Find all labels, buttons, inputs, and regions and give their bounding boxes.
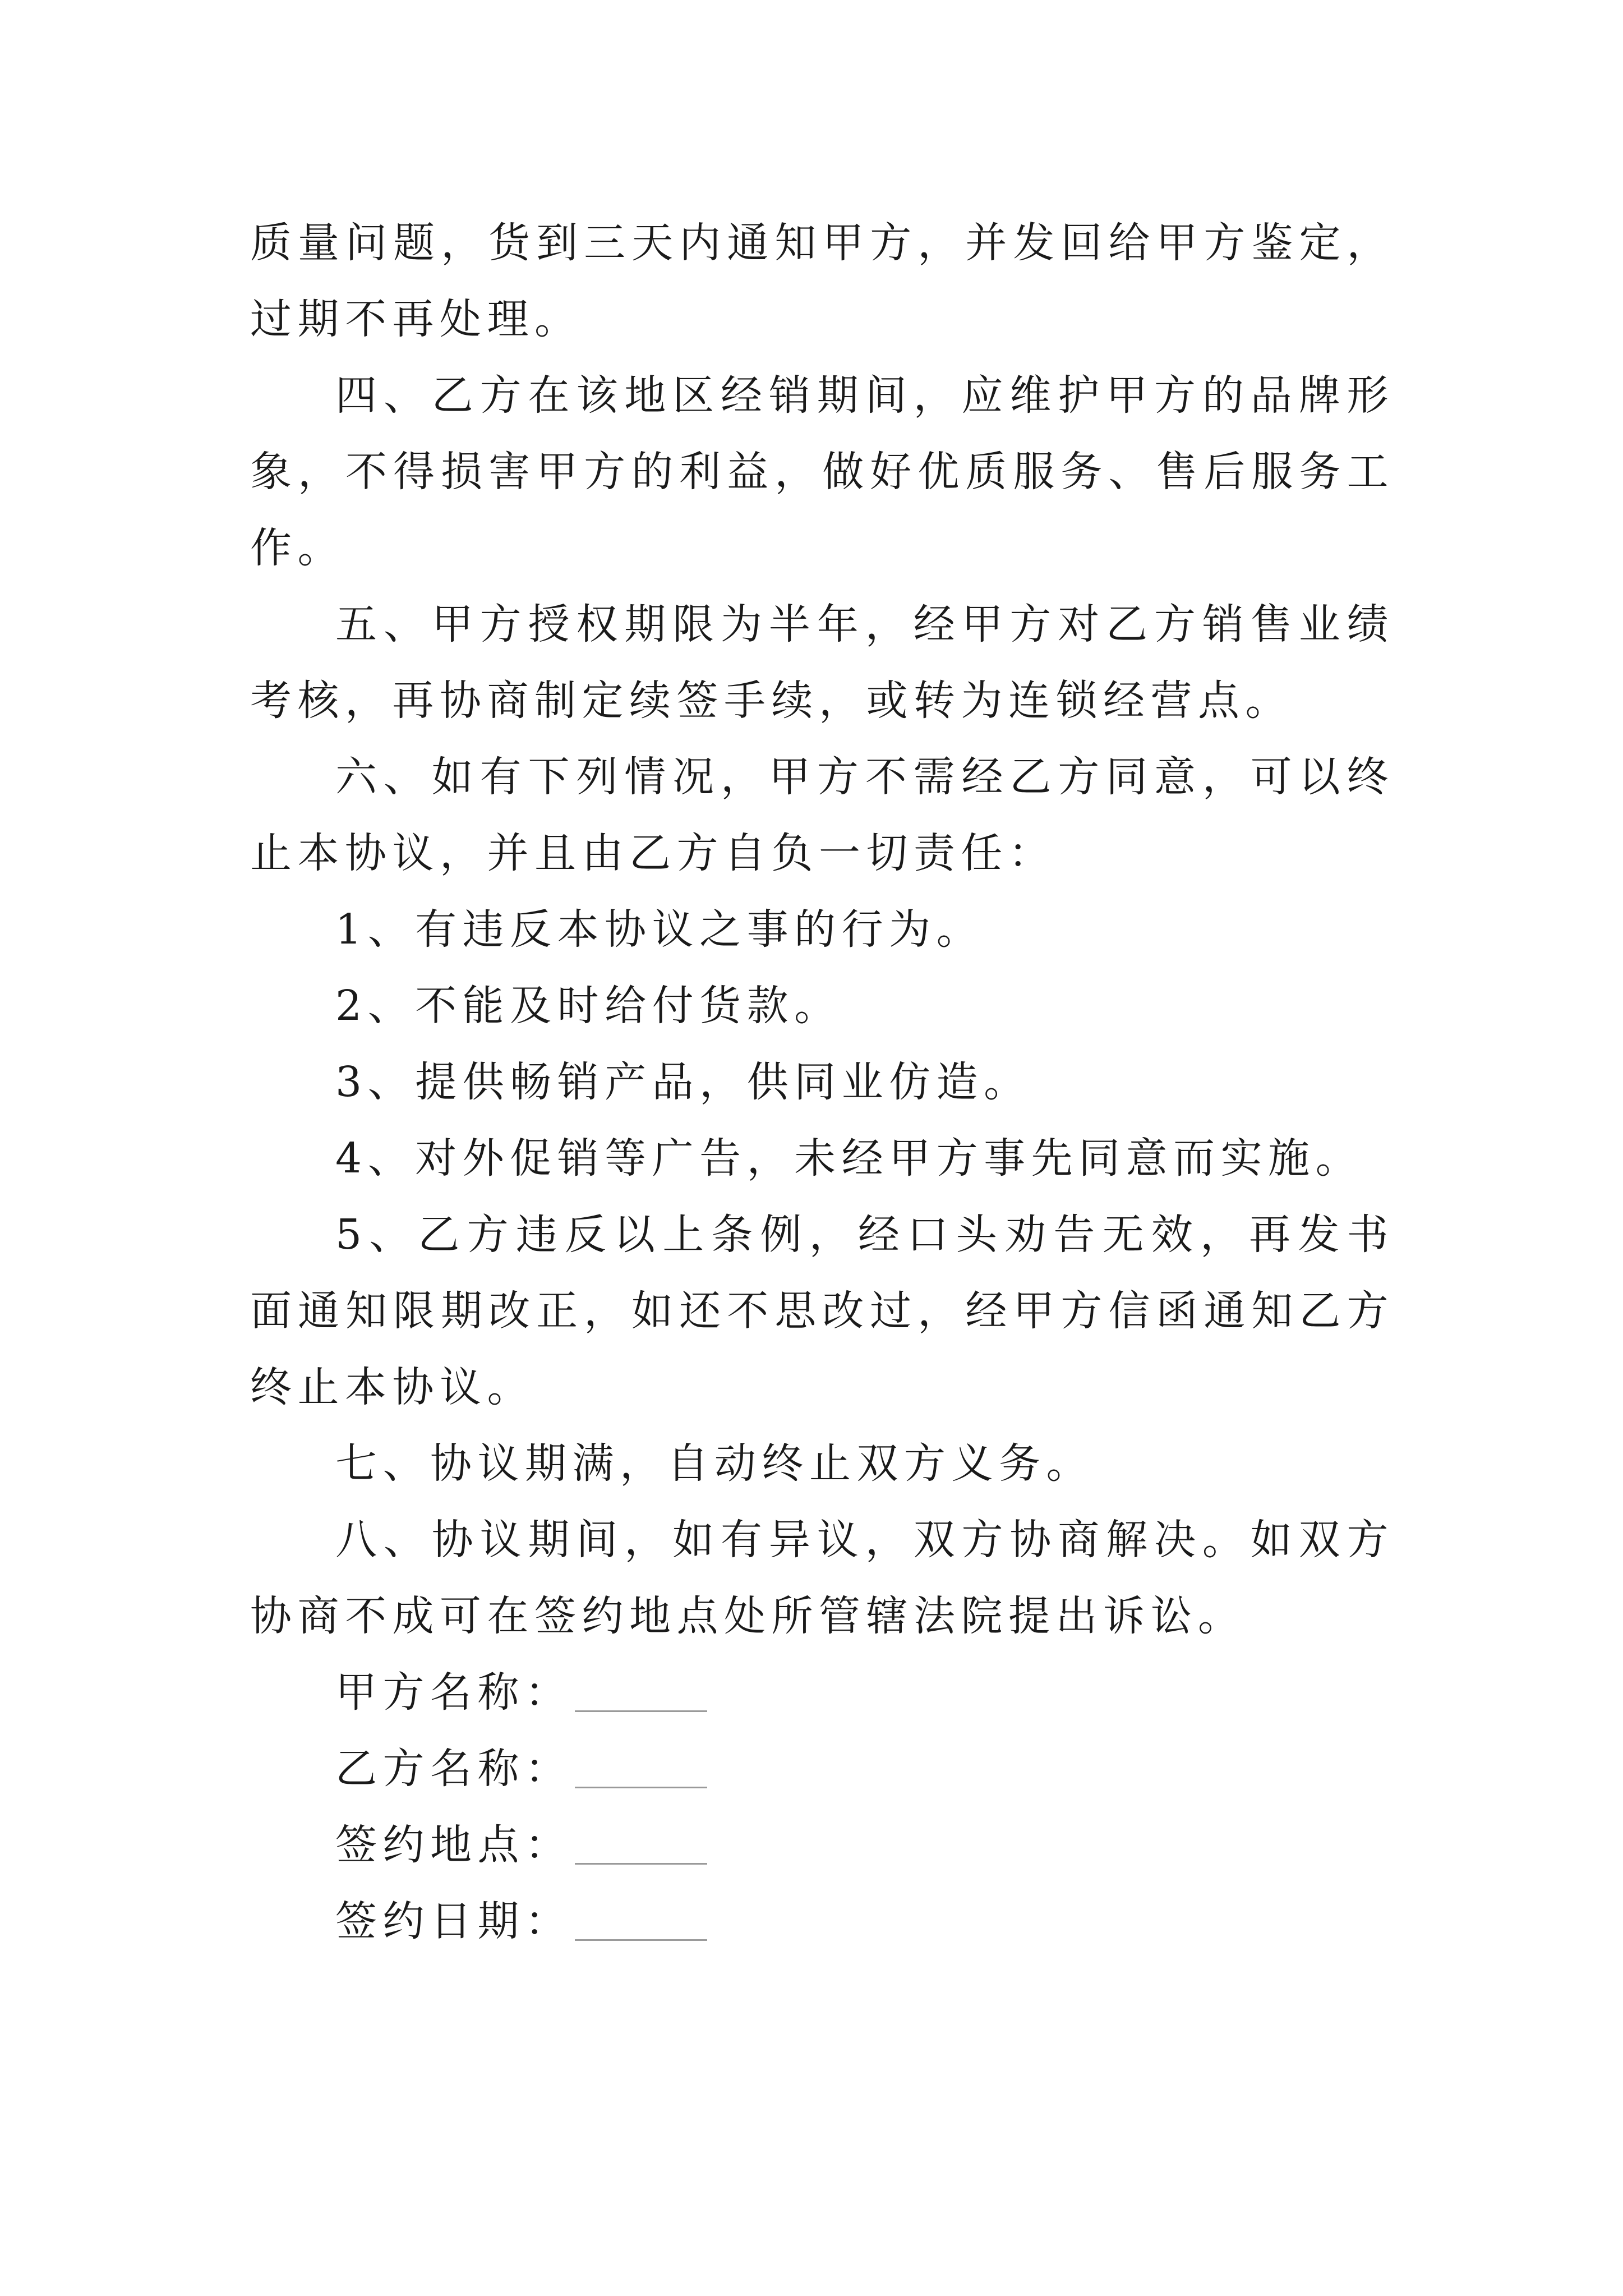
party-b-blank-line[interactable]	[575, 1787, 707, 1788]
signature-party-b	[250, 1731, 1394, 1807]
paragraph-clause-seven: 七、协议期满，自动终止双方义务。	[335, 1439, 1094, 1488]
signature-date	[250, 1883, 1394, 1959]
party-a-blank-line[interactable]	[575, 1710, 707, 1712]
paragraph-clause-six: 六、如有下列情况，甲方不需经乙方同意，可以终止本协议，并且由乙方自负一切责任：	[250, 753, 1394, 877]
paragraph-item-5: 5、乙方违反以上条例，经口头劝告无效，再发书面通知限期改正，如还不思改过，经甲方信函通知乙方终止本协议。	[250, 1211, 1394, 1411]
party-b-label: 乙方名称：	[335, 1745, 573, 1793]
paragraph-item-1: 1、有违反本协议之事的行为。	[335, 905, 984, 954]
paragraph-quality-issue: 质量问题，货到三天内通知甲方，并发回给甲方鉴定，过期不再处理。	[250, 219, 1394, 343]
paragraph-item-3: 3、提供畅销产品，供同业仿造。	[335, 1058, 1031, 1106]
signing-date-blank-line[interactable]	[575, 1939, 707, 1941]
paragraph-clause-four: 四、乙方在该地区经销期间，应维护甲方的品牌形象，不得损害甲方的利益，做好优质服务、售后服务工作。	[250, 371, 1394, 572]
contract-body	[250, 205, 1394, 1959]
signing-date-label: 签约日期：	[335, 1897, 573, 1945]
signing-place-label: 签约地点：	[335, 1821, 573, 1869]
signature-place	[250, 1807, 1394, 1883]
signing-place-blank-line[interactable]	[575, 1863, 707, 1865]
paragraph-item-2: 2、不能及时给付货款。	[335, 982, 842, 1030]
paragraph-clause-five: 五、甲方授权期限为半年，经甲方对乙方销售业绩考核，再协商制定续签手续，或转为连锁经营点。	[250, 600, 1394, 725]
party-a-label: 甲方名称：	[335, 1668, 573, 1717]
signature-party-a	[250, 1654, 1394, 1731]
paragraph-clause-eight: 八、协议期间，如有异议，双方协商解决。如双方协商不成可在签约地点处所管辖法院提出诉讼。	[250, 1516, 1394, 1640]
paragraph-item-4: 4、对外促销等广告，未经甲方事先同意而实施。	[335, 1134, 1363, 1182]
